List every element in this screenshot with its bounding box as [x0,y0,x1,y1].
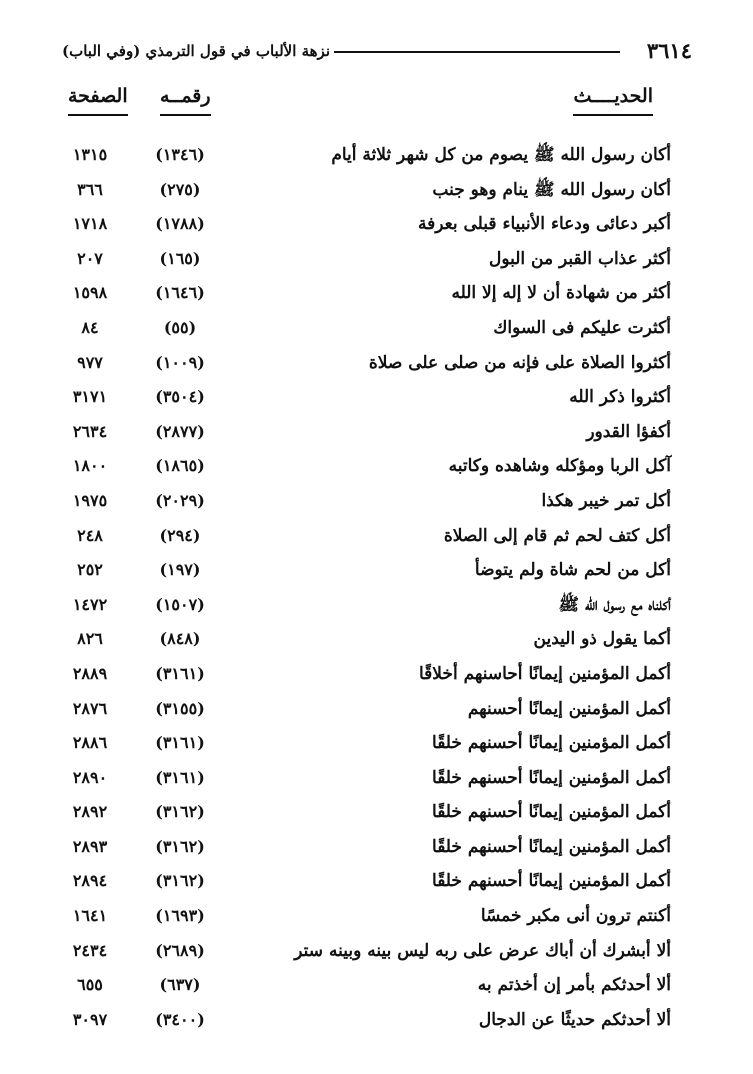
table-row [0,657,753,692]
page-reference: ١٨٠٠ [72,456,108,476]
hadith-text: أكلناه مع رسول الله ﷺ [558,594,671,615]
hadith-text: أكل تمر خيبر هكذا [541,490,671,511]
table-row [0,968,753,1003]
hadith-text: أكبر دعائى ودعاء الأنبياء قبلى بعرفة [418,214,671,235]
hadith-number: (١٣٤٦) [155,145,205,164]
hadith-text: أكمل المؤمنين إيمانًا أحسنهم خلقًا [432,733,671,754]
page-reference: ١٣١٥ [72,145,108,164]
hadith-number: (٣١٥٥) [155,698,205,718]
index-table [0,138,753,1037]
hadith-text: أكمل المؤمنين إيمانًا أحسنهم خلقًا [432,871,671,892]
hadith-text: أكثروا الصلاة على فإنه من صلى على صلاة [368,352,671,373]
hadith-number: (٣١٦٢) [155,871,205,891]
hadith-number: (٣١٦١) [155,767,205,787]
table-row [0,622,753,657]
hadith-number: (١٠٠٩) [155,352,205,372]
table-row [0,346,753,381]
page-reference: ٢٥٢ [77,560,103,580]
hadith-text: ألا أبشرك أن أباك عرض على ربه ليس بينه وبينه ستر [294,940,671,961]
hadith-text: ألا أحدثكم حديثًا عن الدجال [478,1009,671,1030]
table-row [0,934,753,969]
hadith-number: (١٧٨٨) [155,214,205,234]
hadith-number: (٣٤٠٠) [155,1009,205,1029]
page-reference: ١٥٩٨ [72,283,108,303]
hadith-number: (٢٩٤) [159,525,201,545]
table-row [0,692,753,727]
hadith-text: أكمل المؤمنين إيمانًا أحسنهم خلقًا [432,836,671,857]
table-row [0,484,753,519]
hadith-number: (٣١٦٢) [155,836,205,856]
page-reference: ٢٨٩٢ [72,802,108,822]
page-reference: ٢٠٧ [77,248,103,268]
hadith-text: أكل كتف لحم ثم قام إلى الصلاة [443,525,671,546]
hadith-number: (٣٥٠٤) [155,387,205,407]
hadith-number: (١٦٩٣) [155,906,205,926]
hadith-number: (١٦٥) [159,248,201,268]
hadith-text: أكمل المؤمنين إيمانًا أحسنهم خلقًا [432,767,671,788]
hadith-number: (٢٨٧٧) [155,421,205,441]
hadith-number: (٢٦٨٩) [155,940,205,960]
page-reference: ٢٨٩٠ [72,767,108,787]
hadith-text: أكنتم ترون أنى مكبر خمسًا [480,906,671,927]
table-row [0,795,753,830]
table-row [0,519,753,554]
table-row [0,761,753,796]
hadith-text: أكمل المؤمنين إيمانًا أحاسنهم أخلاقًا [418,663,671,684]
hadith-text: أكمل المؤمنين إيمانًا أحسنهم [467,698,671,719]
table-row [0,276,753,311]
book-title: نزهة الألباب في قول الترمذي (وفي الباب) [62,42,330,60]
table-row [0,380,753,415]
hadith-text: أكان رسول الله ﷺ ينام وهو جنب [432,179,671,200]
hadith-text: أكمل المؤمنين إيمانًا أحسنهم خلقًا [432,802,671,823]
column-headers [0,80,753,116]
table-row [0,242,753,277]
table-row [0,173,753,208]
hadith-number: (٣١٦١) [155,733,205,753]
table-row [0,138,753,173]
header-rule [334,51,620,53]
hadith-text: ألا أحدثكم بأمر إن أخذتم به [477,975,671,996]
table-row [0,864,753,899]
running-head [62,36,692,66]
table-row [0,830,753,865]
table-row [0,553,753,588]
table-row [0,1003,753,1038]
page-reference: ٨٤ [81,317,99,337]
hadith-text: أكان رسول الله ﷺ يصوم من كل شهر ثلاثة أيام [331,145,671,165]
page-column-header: الصفحة [68,80,128,116]
hadith-number: (٨٤٨) [159,629,201,649]
hadith-number: (١٦٤٦) [155,283,205,303]
hadith-text: أكثر من شهادة أن لا إله إلا الله [451,283,671,304]
page-reference: ٢٨٨٦ [72,733,108,753]
hadith-column-header: الحديــــث [573,80,653,116]
table-row [0,415,753,450]
hadith-number: (١٥٠٧) [155,594,205,614]
page-reference: ١٦٤١ [72,906,108,926]
page-reference: ٩٧٧ [77,352,103,372]
table-row [0,726,753,761]
page-reference: ٢٨٨٩ [72,663,108,683]
page-reference: ٣٦٦ [77,179,103,199]
page-reference: ٨٢٦ [77,629,103,649]
hadith-text: أكل من لحم شاة ولم يتوضأ [474,560,671,581]
hadith-number: (٢٠٢٩) [155,490,205,510]
hadith-text: آكل الربا ومؤكله وشاهده وكاتبه [448,456,671,477]
number-column-header: رقمــه [160,80,211,116]
page-reference: ٣١٧١ [72,387,108,407]
hadith-text: أكما يقول ذو اليدين [533,629,671,650]
page-reference: ٢٤٣٤ [72,940,108,960]
hadith-number: (٥٥) [163,317,197,337]
page-reference: ٢٨٧٦ [72,698,108,718]
page-reference: ١٧١٨ [72,214,108,234]
table-row [0,311,753,346]
page-reference: ٢٦٣٤ [72,421,108,441]
page-reference: ٦٥٥ [77,975,103,995]
page-reference: ١٤٧٢ [72,594,108,614]
page-reference: ٣٠٩٧ [72,1009,108,1029]
page-reference: ١٩٧٥ [72,490,108,510]
hadith-number: (١٩٧) [159,560,201,580]
hadith-text: أكفؤا القدور [586,421,671,442]
table-row [0,207,753,242]
hadith-number: (١٨٦٥) [155,456,205,476]
hadith-number: (٣١٦٢) [155,802,205,822]
page-reference: ٢٤٨ [77,525,103,545]
page-reference: ٢٨٩٤ [72,871,108,891]
table-row [0,899,753,934]
hadith-number: (٦٣٧) [159,975,201,995]
hadith-number: (٣١٦١) [155,663,205,683]
page-reference: ٢٨٩٣ [72,836,108,856]
table-row [0,588,753,623]
hadith-number: (٢٧٥) [159,179,201,199]
hadith-text: أكثروا ذكر الله [569,387,671,408]
page-number: ٣٦١٤ [646,38,692,63]
hadith-text: أكثرت عليكم فى السواك [493,317,671,338]
hadith-text: أكثر عذاب القبر من البول [488,248,671,269]
table-row [0,449,753,484]
